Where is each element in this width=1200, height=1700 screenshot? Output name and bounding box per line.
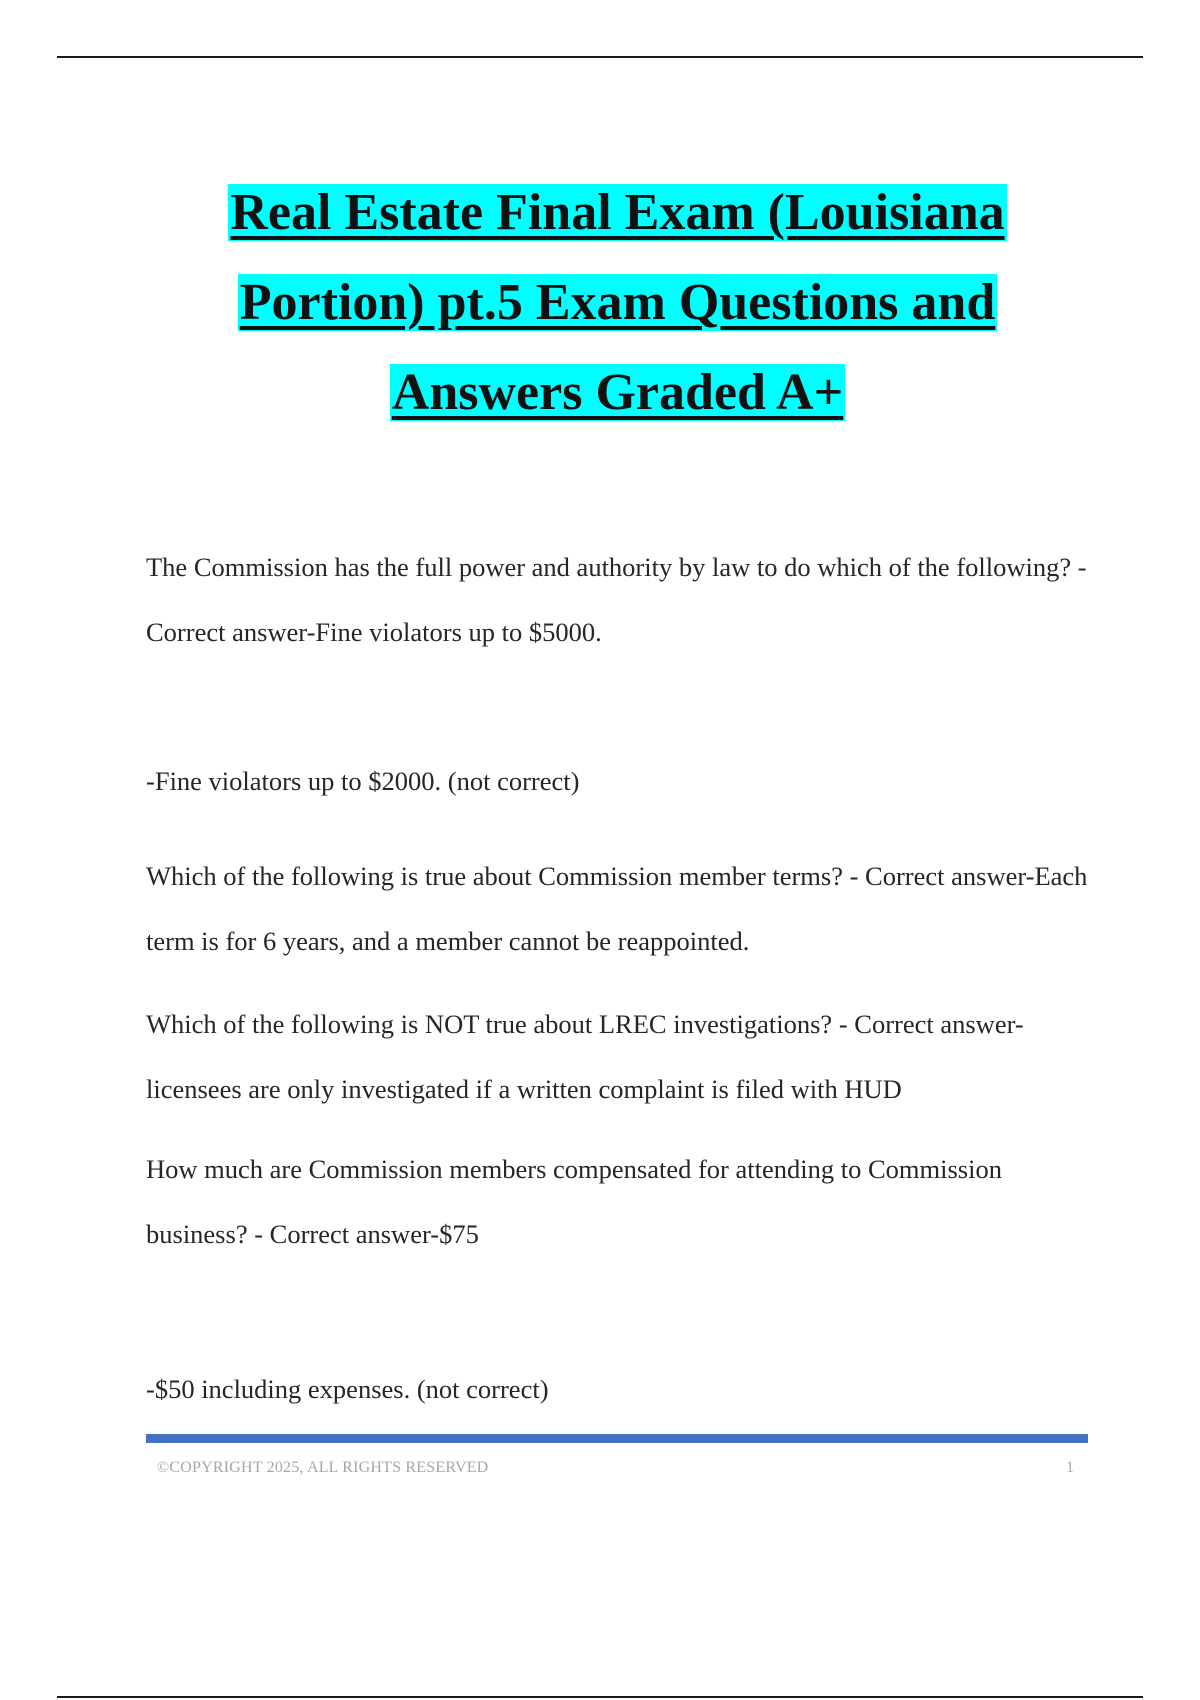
incorrect-option-2: -$50 including expenses. (not correct) [146,1374,549,1404]
top-rule [57,56,1143,58]
footer-page-number: 1 [1066,1459,1074,1476]
question-paragraph-2: Which of the following is true about Commission member terms? - Correct answer-Each term is for 6 years, and a member cannot be reappointed. [146,861,1088,956]
footer-bar [146,1434,1088,1443]
question-paragraph-3: Which of the following is NOT true about LREC investigations? - Correct answer-licensees are only investigated if a written complaint is filed with HUD [146,1009,1024,1104]
title-line-1: Real Estate Final Exam (Louisiana [230,184,1005,241]
question-paragraph-4: How much are Commission members compensated for attending to Commission business? - Correct answer-$75 [146,1154,1002,1249]
document-title [150,168,1085,438]
footer-copyright: ©COPYRIGHT 2025, ALL RIGHTS RESERVED [157,1459,489,1476]
incorrect-option-1: -Fine violators up to $2000. (not correct) [146,766,580,796]
question-paragraph-1: The Commission has the full power and authority by law to do which of the following? - Correct answer-Fine violators up to $5000. [146,552,1087,647]
bottom-rule [57,1696,1143,1698]
title-line-2: Portion) pt.5 Exam Questions and [239,274,996,331]
title-line-3: Answers Graded A+ [391,364,844,421]
